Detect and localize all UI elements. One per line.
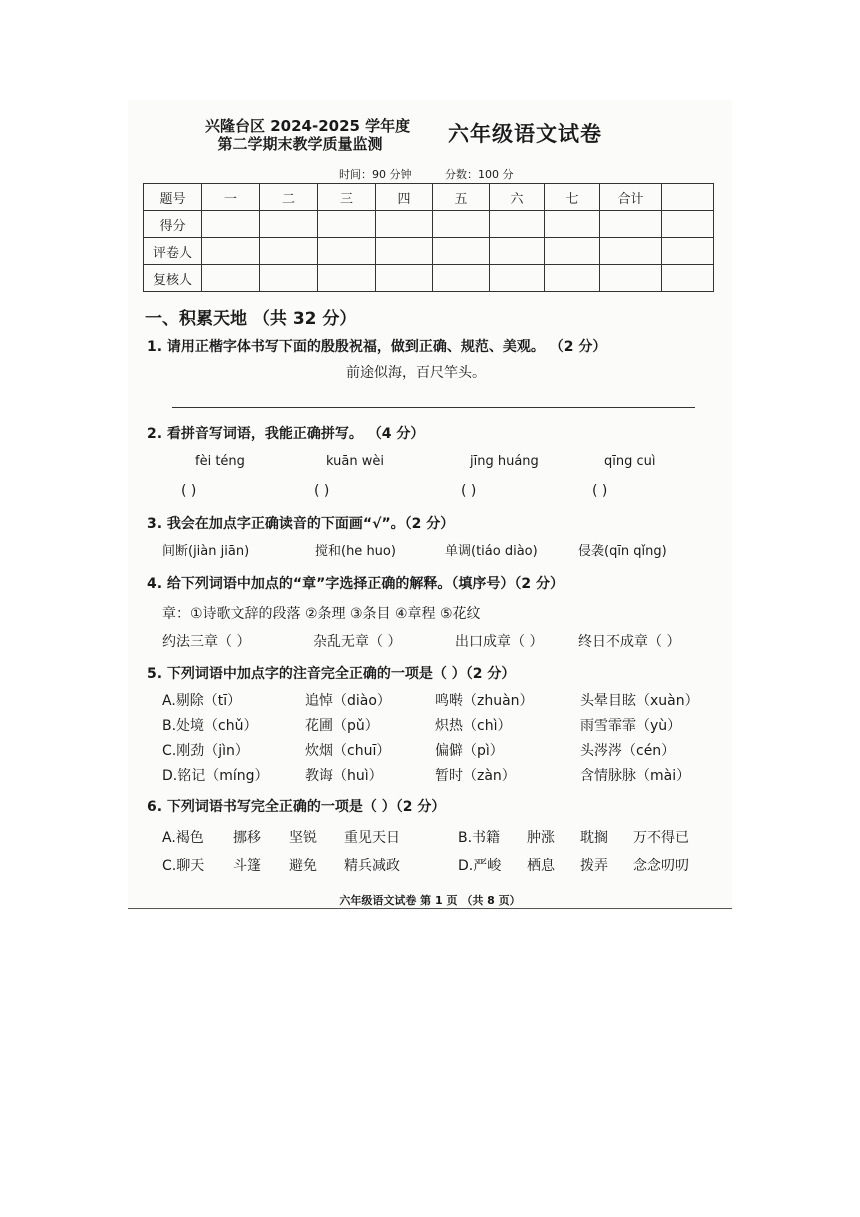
pinyin-item: fèi téng xyxy=(195,454,245,469)
option-word: 重见天日 xyxy=(344,830,400,846)
option-word: 耽搁 xyxy=(580,830,608,846)
exam-score: 分数：100 分 xyxy=(445,168,514,181)
option-b[interactable]: B.书籍 xyxy=(458,830,501,846)
option-d[interactable]: D.铭记（míng） xyxy=(162,768,269,784)
section-heading: 一、积累天地 （共 32 分） xyxy=(145,309,357,329)
row-label: 复核人 xyxy=(144,265,202,292)
score-row xyxy=(144,211,714,238)
pinyin-item: kuān wèi xyxy=(326,454,384,469)
header-cell: 题号 xyxy=(144,184,202,211)
choice-item[interactable]: 侵袭(qīn qǐng) xyxy=(578,544,667,559)
fill-item[interactable]: 出口成章（ ） xyxy=(455,634,544,650)
option-c[interactable]: C.聊天 xyxy=(162,858,205,874)
pinyin-item: qīng cuì xyxy=(604,454,656,469)
option-word: 教诲（huì） xyxy=(305,768,383,784)
option-word: 肿涨 xyxy=(527,830,555,846)
score-table xyxy=(143,183,714,292)
option-word: 头涔涔（cén） xyxy=(580,743,676,759)
question-6-stem: 6. 下列词语书写完全正确的一项是（ ）（2 分） xyxy=(147,799,446,815)
option-word: 含情脉脉（mài） xyxy=(580,768,691,784)
answer-line[interactable] xyxy=(172,407,695,408)
definition-options: 章：①诗歌文辞的段落 ②条理 ③条目 ④章程 ⑤花纹 xyxy=(162,606,481,622)
header-cell: 六 xyxy=(490,184,545,211)
option-a[interactable]: A.剔除（tī） xyxy=(162,693,242,709)
choice-item[interactable]: 搅和(he huo) xyxy=(315,544,396,559)
header-cell: 三 xyxy=(318,184,376,211)
row-label: 得分 xyxy=(144,211,202,238)
header-cell: 七 xyxy=(545,184,600,211)
header-cell: 二 xyxy=(260,184,318,211)
option-word: 斗篷 xyxy=(233,858,261,874)
question-1-stem: 1. 请用正楷字体书写下面的殷殷祝福，做到正确、规范、美观。 （2 分） xyxy=(147,339,607,355)
score-table-header-row xyxy=(144,184,714,211)
district-year-heading: 兴隆台区 2024-2025 学年度 xyxy=(205,117,411,135)
pinyin-item: jīng huáng xyxy=(470,454,539,469)
choice-item[interactable]: 单调(tiáo diào) xyxy=(445,544,538,559)
answer-blank[interactable]: ( ) xyxy=(461,483,477,499)
option-word: 追悼（diào） xyxy=(305,693,391,709)
page-bottom-rule xyxy=(128,908,732,909)
option-word: 栖息 xyxy=(527,858,555,874)
option-word: 挪移 xyxy=(233,830,261,846)
question-3-stem: 3. 我会在加点字正确读音的下面画“√”。（2 分） xyxy=(147,516,455,532)
option-word: 炽热（chì） xyxy=(435,718,512,734)
option-word: 炊烟（chuī） xyxy=(305,743,391,759)
option-word: 暂时（zàn） xyxy=(435,768,516,784)
option-word: 避免 xyxy=(289,858,317,874)
answer-blank[interactable]: ( ) xyxy=(314,483,330,499)
option-word: 花圃（pǔ） xyxy=(305,718,379,734)
fill-item[interactable]: 终日不成章（ ） xyxy=(578,634,681,650)
grader-row xyxy=(144,238,714,265)
option-word: 雨雪霏霏（yù） xyxy=(580,718,682,734)
exam-title: 六年级语文试卷 xyxy=(448,122,602,146)
option-word: 鸣啭（zhuàn） xyxy=(435,693,534,709)
question-1-text: 前途似海，百尺竿头。 xyxy=(346,365,486,381)
semester-heading: 第二学期末教学质量监测 xyxy=(217,135,383,153)
fill-item[interactable]: 杂乱无章（ ） xyxy=(313,634,402,650)
fill-item[interactable]: 约法三章（ ） xyxy=(162,634,251,650)
header-cell xyxy=(662,184,714,211)
page-footer: 六年级语文试卷 第 1 页 （共 8 页） xyxy=(339,894,521,907)
header-cell: 五 xyxy=(433,184,490,211)
option-word: 偏僻（pì） xyxy=(435,743,504,759)
question-4-stem: 4. 给下列词语中加点的“章”字选择正确的解释。（填序号）（2 分） xyxy=(147,576,564,592)
option-word: 头晕目眩（xuàn） xyxy=(580,693,699,709)
option-word: 万不得已 xyxy=(633,830,689,846)
header-cell: 一 xyxy=(202,184,260,211)
question-5-stem: 5. 下列词语中加点字的注音完全正确的一项是（ ）（2 分） xyxy=(147,666,516,682)
option-c[interactable]: C.刚劲（jìn） xyxy=(162,743,249,759)
choice-item[interactable]: 间断(jiàn jiān) xyxy=(162,544,250,559)
option-d[interactable]: D.严峻 xyxy=(458,858,502,874)
answer-blank[interactable]: ( ) xyxy=(592,483,608,499)
answer-blank[interactable]: ( ) xyxy=(181,483,197,499)
option-word: 精兵减政 xyxy=(344,858,400,874)
option-a[interactable]: A.褐色 xyxy=(162,830,204,846)
header-cell: 四 xyxy=(376,184,433,211)
question-2-stem: 2. 看拼音写词语，我能正确拼写。 （4 分） xyxy=(147,426,425,442)
option-word: 坚锐 xyxy=(289,830,317,846)
option-word: 念念叨叨 xyxy=(633,858,689,874)
header-cell: 合计 xyxy=(600,184,662,211)
row-label: 评卷人 xyxy=(144,238,202,265)
option-b[interactable]: B.处境（chǔ） xyxy=(162,718,258,734)
exam-time: 时间：90 分钟 xyxy=(339,168,412,181)
option-word: 拨弄 xyxy=(580,858,608,874)
reviewer-row xyxy=(144,265,714,292)
